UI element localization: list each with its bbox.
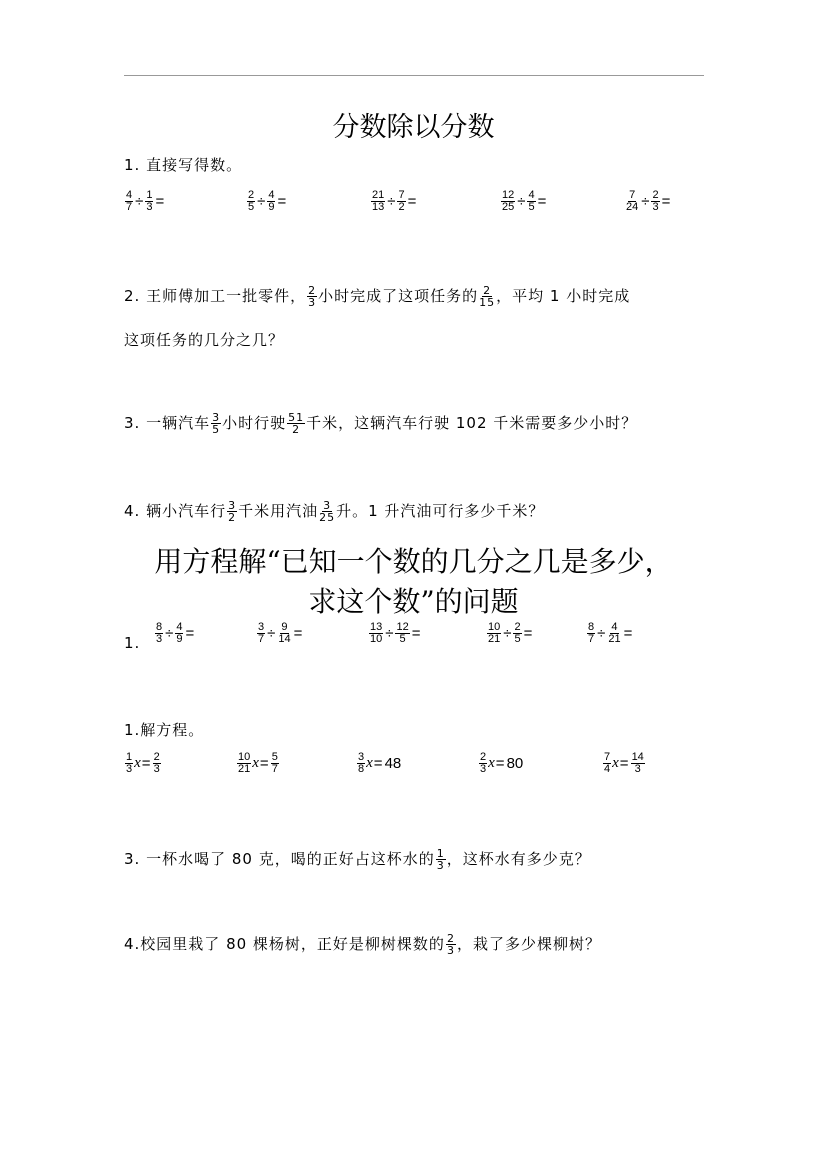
dividend-fraction-numerator: 7: [629, 189, 636, 201]
divisor-fraction-denominator: 3: [652, 201, 659, 213]
divide-sign: ÷: [597, 625, 606, 642]
q2-text-2: 小时完成了这项任务的: [318, 287, 479, 305]
q3-fraction-2: $\frac{51}{2}$: [288, 411, 305, 436]
result-fraction: [631, 752, 645, 775]
coefficient-fraction: [237, 752, 251, 775]
divide-sign: ÷: [641, 193, 650, 210]
divisor-fraction: [651, 190, 659, 213]
result-fraction-numerator: 2: [153, 751, 160, 763]
divisor-fraction-numerator: 2: [514, 621, 521, 633]
equation: [356, 752, 402, 775]
dividend-fraction-numerator: 2: [248, 189, 255, 201]
coefficient-fraction: [357, 752, 365, 775]
question-2-line-2: 这项任务的几分之几？: [124, 331, 285, 349]
divisor-fraction-numerator: 4: [611, 621, 618, 633]
divisor-fraction-numerator: 12: [396, 621, 409, 633]
divisor-fraction: [277, 622, 291, 645]
coefficient-fraction-denominator: 3: [480, 763, 487, 775]
equals-sign: =: [411, 625, 421, 642]
equation: [236, 752, 280, 775]
equals-sign: =: [277, 193, 287, 210]
equation: [478, 752, 524, 775]
result-fraction-denominator: 3: [634, 763, 641, 775]
divisor-fraction-denominator: 9: [268, 201, 275, 213]
section1-heading: 1. 直接写得数。: [124, 156, 243, 174]
divisor-fraction-numerator: 2: [652, 189, 659, 201]
dividend-fraction-numerator: 4: [126, 189, 133, 201]
result-fraction: [271, 752, 279, 775]
divide-sign: ÷: [517, 193, 526, 210]
division-exercise: [368, 622, 422, 645]
equals-sign: =: [495, 755, 505, 772]
variable-x: x: [252, 755, 259, 771]
equals-sign: =: [623, 625, 633, 642]
equals-sign: =: [619, 755, 629, 772]
section2-label: 1.: [124, 634, 141, 652]
divide-sign: ÷: [385, 625, 394, 642]
question-6: 4.校园里栽了 80 棵杨树，正好是柳树棵数的 $\frac{2}{3}$ ，栽了多少棵柳树？: [124, 932, 601, 957]
question-4: 4. 辆小汽车行 $\frac{3}{2}$ 千米用汽油 $\frac{3}{25}$ 升。1 升汽油可行多少千米？: [124, 499, 545, 524]
dividend-fraction-denominator: 5: [248, 201, 255, 213]
dividend-fraction: [587, 622, 595, 645]
variable-x: x: [366, 755, 373, 771]
question-5: 3. 一杯水喝了 80 克，喝的正好占这杯水的 $\frac{1}{3}$ ，这杯水有多少克？: [124, 847, 591, 872]
dividend-fraction-numerator: 21: [372, 189, 385, 201]
divisor-fraction-numerator: 9: [281, 621, 288, 633]
section2-exercises: [124, 622, 704, 662]
header-rule: [124, 75, 704, 76]
divide-sign: ÷: [503, 625, 512, 642]
division-exercise: [624, 190, 671, 213]
dividend-fraction: [155, 622, 163, 645]
section3-heading: 1.解方程。: [124, 721, 205, 739]
equals-sign: =: [293, 625, 303, 642]
coefficient-fraction-denominator: 3: [126, 763, 133, 775]
section1-exercises: [124, 190, 704, 230]
result-fraction-numerator: 14: [631, 751, 644, 763]
coefficient-fraction-numerator: 3: [358, 751, 365, 763]
divisor-fraction-numerator: 4: [268, 189, 275, 201]
page-title: 分数除以分数: [332, 112, 495, 143]
divisor-fraction-numerator: 1: [146, 189, 153, 201]
dividend-fraction: [257, 622, 265, 645]
result-fraction-denominator: 3: [153, 763, 160, 775]
q4-fraction-1: $\frac{3}{2}$: [228, 499, 237, 524]
equals-sign: =: [523, 625, 533, 642]
q6-fraction: $\frac{2}{3}$: [446, 932, 455, 957]
dividend-fraction: [369, 622, 383, 645]
divisor-fraction: [175, 622, 183, 645]
coefficient-fraction: [125, 752, 133, 775]
dividend-fraction: [487, 622, 501, 645]
divisor-fraction-denominator: 3: [146, 201, 153, 213]
divisor-fraction-denominator: 21: [608, 633, 621, 645]
q2-fraction-1: $\frac{2}{3}$: [308, 284, 317, 309]
divisor-fraction: [267, 190, 275, 213]
dividend-fraction-denominator: 7: [258, 633, 265, 645]
dividend-fraction-numerator: 13: [370, 621, 383, 633]
dividend-fraction: [247, 190, 255, 213]
divisor-fraction-numerator: 4: [176, 621, 183, 633]
divide-sign: ÷: [135, 193, 144, 210]
question-2: [124, 285, 630, 308]
dividend-fraction-numerator: 3: [258, 621, 265, 633]
divisor-fraction: [145, 190, 153, 213]
q2-fraction-2: $\frac{2}{15}$: [479, 284, 496, 309]
variable-x: x: [612, 755, 619, 771]
divisor-fraction-numerator: 4: [528, 189, 535, 201]
divisor-fraction: [513, 622, 521, 645]
divide-sign: ÷: [267, 625, 276, 642]
divisor-fraction-numerator: 7: [398, 189, 405, 201]
q2-text-1: 2. 王师傅加工一批零件，: [124, 287, 307, 305]
dividend-fraction-numerator: 8: [156, 621, 163, 633]
q5-fraction: $\frac{1}{3}$: [436, 847, 445, 872]
equals-sign: =: [537, 193, 547, 210]
result-fraction-numerator: 5: [271, 751, 278, 763]
division-exercise: [486, 622, 533, 645]
divide-sign: ÷: [165, 625, 174, 642]
q3-fraction-1: $\frac{3}{5}$: [212, 411, 221, 436]
coefficient-fraction-numerator: 1: [126, 751, 133, 763]
variable-x: x: [134, 755, 141, 771]
division-exercise: [124, 190, 165, 213]
equals-sign: =: [373, 755, 383, 772]
divisor-fraction-denominator: 5: [399, 633, 406, 645]
section-title-line-2: 求这个数”的问题: [308, 585, 519, 618]
divide-sign: ÷: [387, 193, 396, 210]
equals-sign: =: [185, 625, 195, 642]
dividend-fraction: [501, 190, 515, 213]
division-exercise: [586, 622, 633, 645]
division-exercise: [256, 622, 303, 645]
divide-sign: ÷: [257, 193, 266, 210]
equation-row: [124, 752, 704, 792]
divisor-fraction-denominator: 2: [398, 201, 405, 213]
equation: [124, 752, 162, 775]
coefficient-fraction-numerator: 10: [238, 751, 251, 763]
equation: [602, 752, 646, 775]
divisor-fraction: [527, 190, 535, 213]
coefficient-fraction: [479, 752, 487, 775]
divisor-fraction: [397, 190, 405, 213]
equals-sign: =: [407, 193, 417, 210]
dividend-fraction-denominator: 7: [588, 633, 595, 645]
section-title-line-1: 用方程解“已知一个数的几分之几是多少，: [154, 545, 673, 578]
dividend-fraction: [625, 190, 639, 213]
result-number: 80: [506, 755, 524, 772]
division-exercise: [500, 190, 547, 213]
dividend-fraction-numerator: 10: [488, 621, 501, 633]
dividend-fraction-denominator: 13: [372, 201, 385, 213]
coefficient-fraction-numerator: 2: [480, 751, 487, 763]
coefficient-fraction-denominator: 8: [358, 763, 365, 775]
result-fraction-denominator: 7: [271, 763, 278, 775]
divisor-fraction-denominator: 5: [514, 633, 521, 645]
dividend-fraction-denominator: 7: [126, 201, 133, 213]
division-exercise: [154, 622, 195, 645]
divisor-fraction-denominator: 14: [278, 633, 291, 645]
equals-sign: =: [141, 755, 151, 772]
equals-sign: =: [661, 193, 671, 210]
coefficient-fraction-denominator: 21: [238, 763, 251, 775]
dividend-fraction-denominator: 25: [502, 201, 515, 213]
dividend-fraction: [371, 190, 385, 213]
equals-sign: =: [259, 755, 269, 772]
result-fraction: [153, 752, 161, 775]
q2-text-3: ，平均 1 小时完成: [496, 287, 631, 305]
dividend-fraction-denominator: 24: [626, 201, 639, 213]
dividend-fraction-denominator: 10: [370, 633, 383, 645]
divisor-fraction: [395, 622, 409, 645]
divisor-fraction: [607, 622, 621, 645]
coefficient-fraction-denominator: 4: [604, 763, 611, 775]
dividend-fraction-denominator: 21: [488, 633, 501, 645]
division-exercise: [246, 190, 287, 213]
division-exercise: [370, 190, 417, 213]
dividend-fraction-numerator: 12: [502, 189, 515, 201]
result-number: 48: [384, 755, 402, 772]
equals-sign: =: [155, 193, 165, 210]
q4-fraction-2: $\frac{3}{25}$: [319, 499, 336, 524]
dividend-fraction-numerator: 8: [588, 621, 595, 633]
variable-x: x: [488, 755, 495, 771]
question-3: 3. 一辆汽车 $\frac{3}{5}$ 小时行驶 $\frac{51}{2}$ 千米，这辆汽车行驶 102 千米需要多少小时？: [124, 411, 638, 436]
dividend-fraction: [125, 190, 133, 213]
divisor-fraction-denominator: 5: [528, 201, 535, 213]
coefficient-fraction-numerator: 7: [604, 751, 611, 763]
coefficient-fraction: [603, 752, 611, 775]
divisor-fraction-denominator: 9: [176, 633, 183, 645]
dividend-fraction-denominator: 3: [156, 633, 163, 645]
